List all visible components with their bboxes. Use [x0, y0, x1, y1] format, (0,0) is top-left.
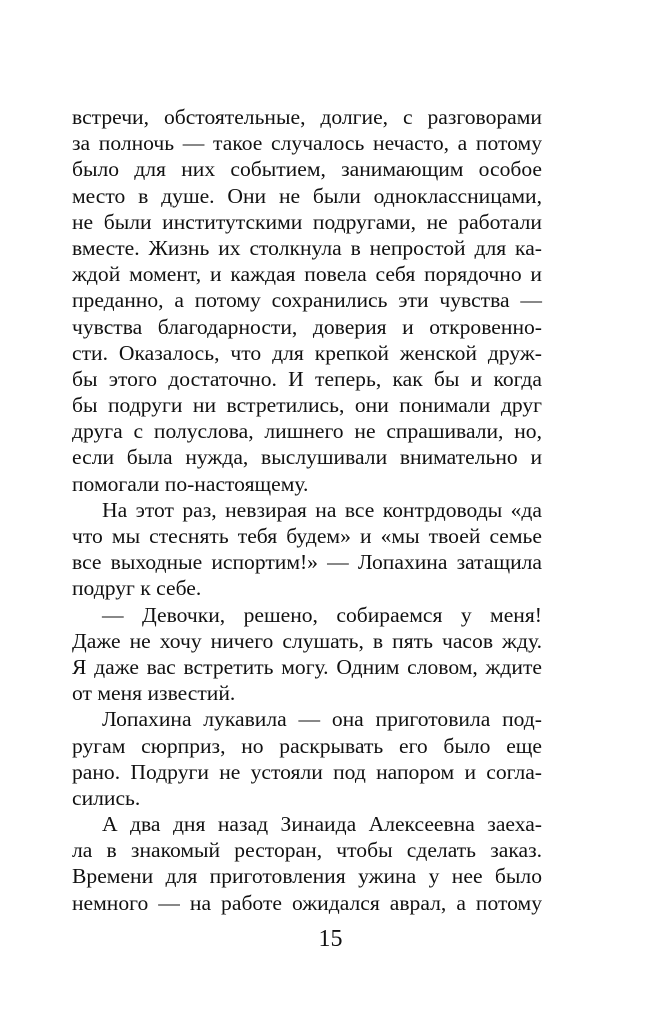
- text-line: На этот раз, невзирая на все контрдоводы «да: [102, 497, 542, 522]
- text-line: Лопахина лукавила — она приготовила под-: [102, 707, 542, 732]
- text-line: бы этого достаточно. И теперь, как бы и когда: [72, 366, 542, 391]
- text-line: Я даже вас встретить могу. Одним словом, ждите: [72, 654, 542, 679]
- text-line: немного — на работе ожидался аврал, а потому: [72, 890, 542, 915]
- text-line: за полночь — такое случалось нечасто, а потому: [72, 131, 542, 156]
- text-line: вместе. Жизнь их столкнула в непростой для ка-: [72, 235, 542, 260]
- page-number: 15: [318, 926, 343, 952]
- text-line: ругам сюрприз, но раскрывать его было еще: [72, 733, 542, 758]
- text-line: ла в знакомый ресторан, чтобы сделать заказ.: [72, 838, 542, 863]
- text-line: что мы стеснять тебя будем» и «мы твоей семье: [72, 524, 542, 548]
- text-line: сти. Оказалось, что для крепкой женской друж-: [72, 340, 542, 365]
- body-text: [72, 104, 542, 916]
- text-line: Времени для приготовления ужина у нее было: [72, 864, 542, 889]
- text-line: — Девочки, решено, собираемся у меня!: [102, 602, 542, 627]
- text-line: преданно, а потому сохранились эти чувства —: [72, 288, 542, 313]
- text-line: было для них событием, занимающим особое: [72, 157, 542, 182]
- text-line: ждой момент, и каждая повела себя порядочно и: [72, 262, 542, 287]
- text-line: чувства благодарности, доверия и откровенно-: [72, 314, 542, 339]
- text-line: бы подруги ни встретились, они понимали друг: [72, 393, 542, 418]
- text-line: от меня известий.: [72, 681, 236, 706]
- text-line: А два дня назад Зинаида Алексеевна заеха-: [102, 812, 542, 837]
- text-line: рано. Подруги не устояли под напором и согла-: [72, 759, 542, 784]
- text-line: встречи, обстоятельные, долгие, с разговорами: [72, 105, 542, 129]
- text-line: помогали по-настоящему.: [72, 471, 309, 496]
- text-line: подруг к себе.: [72, 576, 202, 601]
- text-line: если была нужда, выслушивали внимательно и: [72, 445, 542, 470]
- text-line: не были институтскими подругами, не работали: [72, 209, 542, 234]
- text-line: сились.: [72, 785, 141, 810]
- text-line: друга с полуслова, лишнего не спрашивали, но,: [72, 419, 542, 444]
- text-line: все выходные испортим!» — Лопахина затащила: [72, 550, 542, 575]
- text-line: место в душе. Они не были одноклассницами,: [72, 183, 542, 208]
- text-line: Даже не хочу ничего слушать, в пять часов жду.: [72, 628, 542, 653]
